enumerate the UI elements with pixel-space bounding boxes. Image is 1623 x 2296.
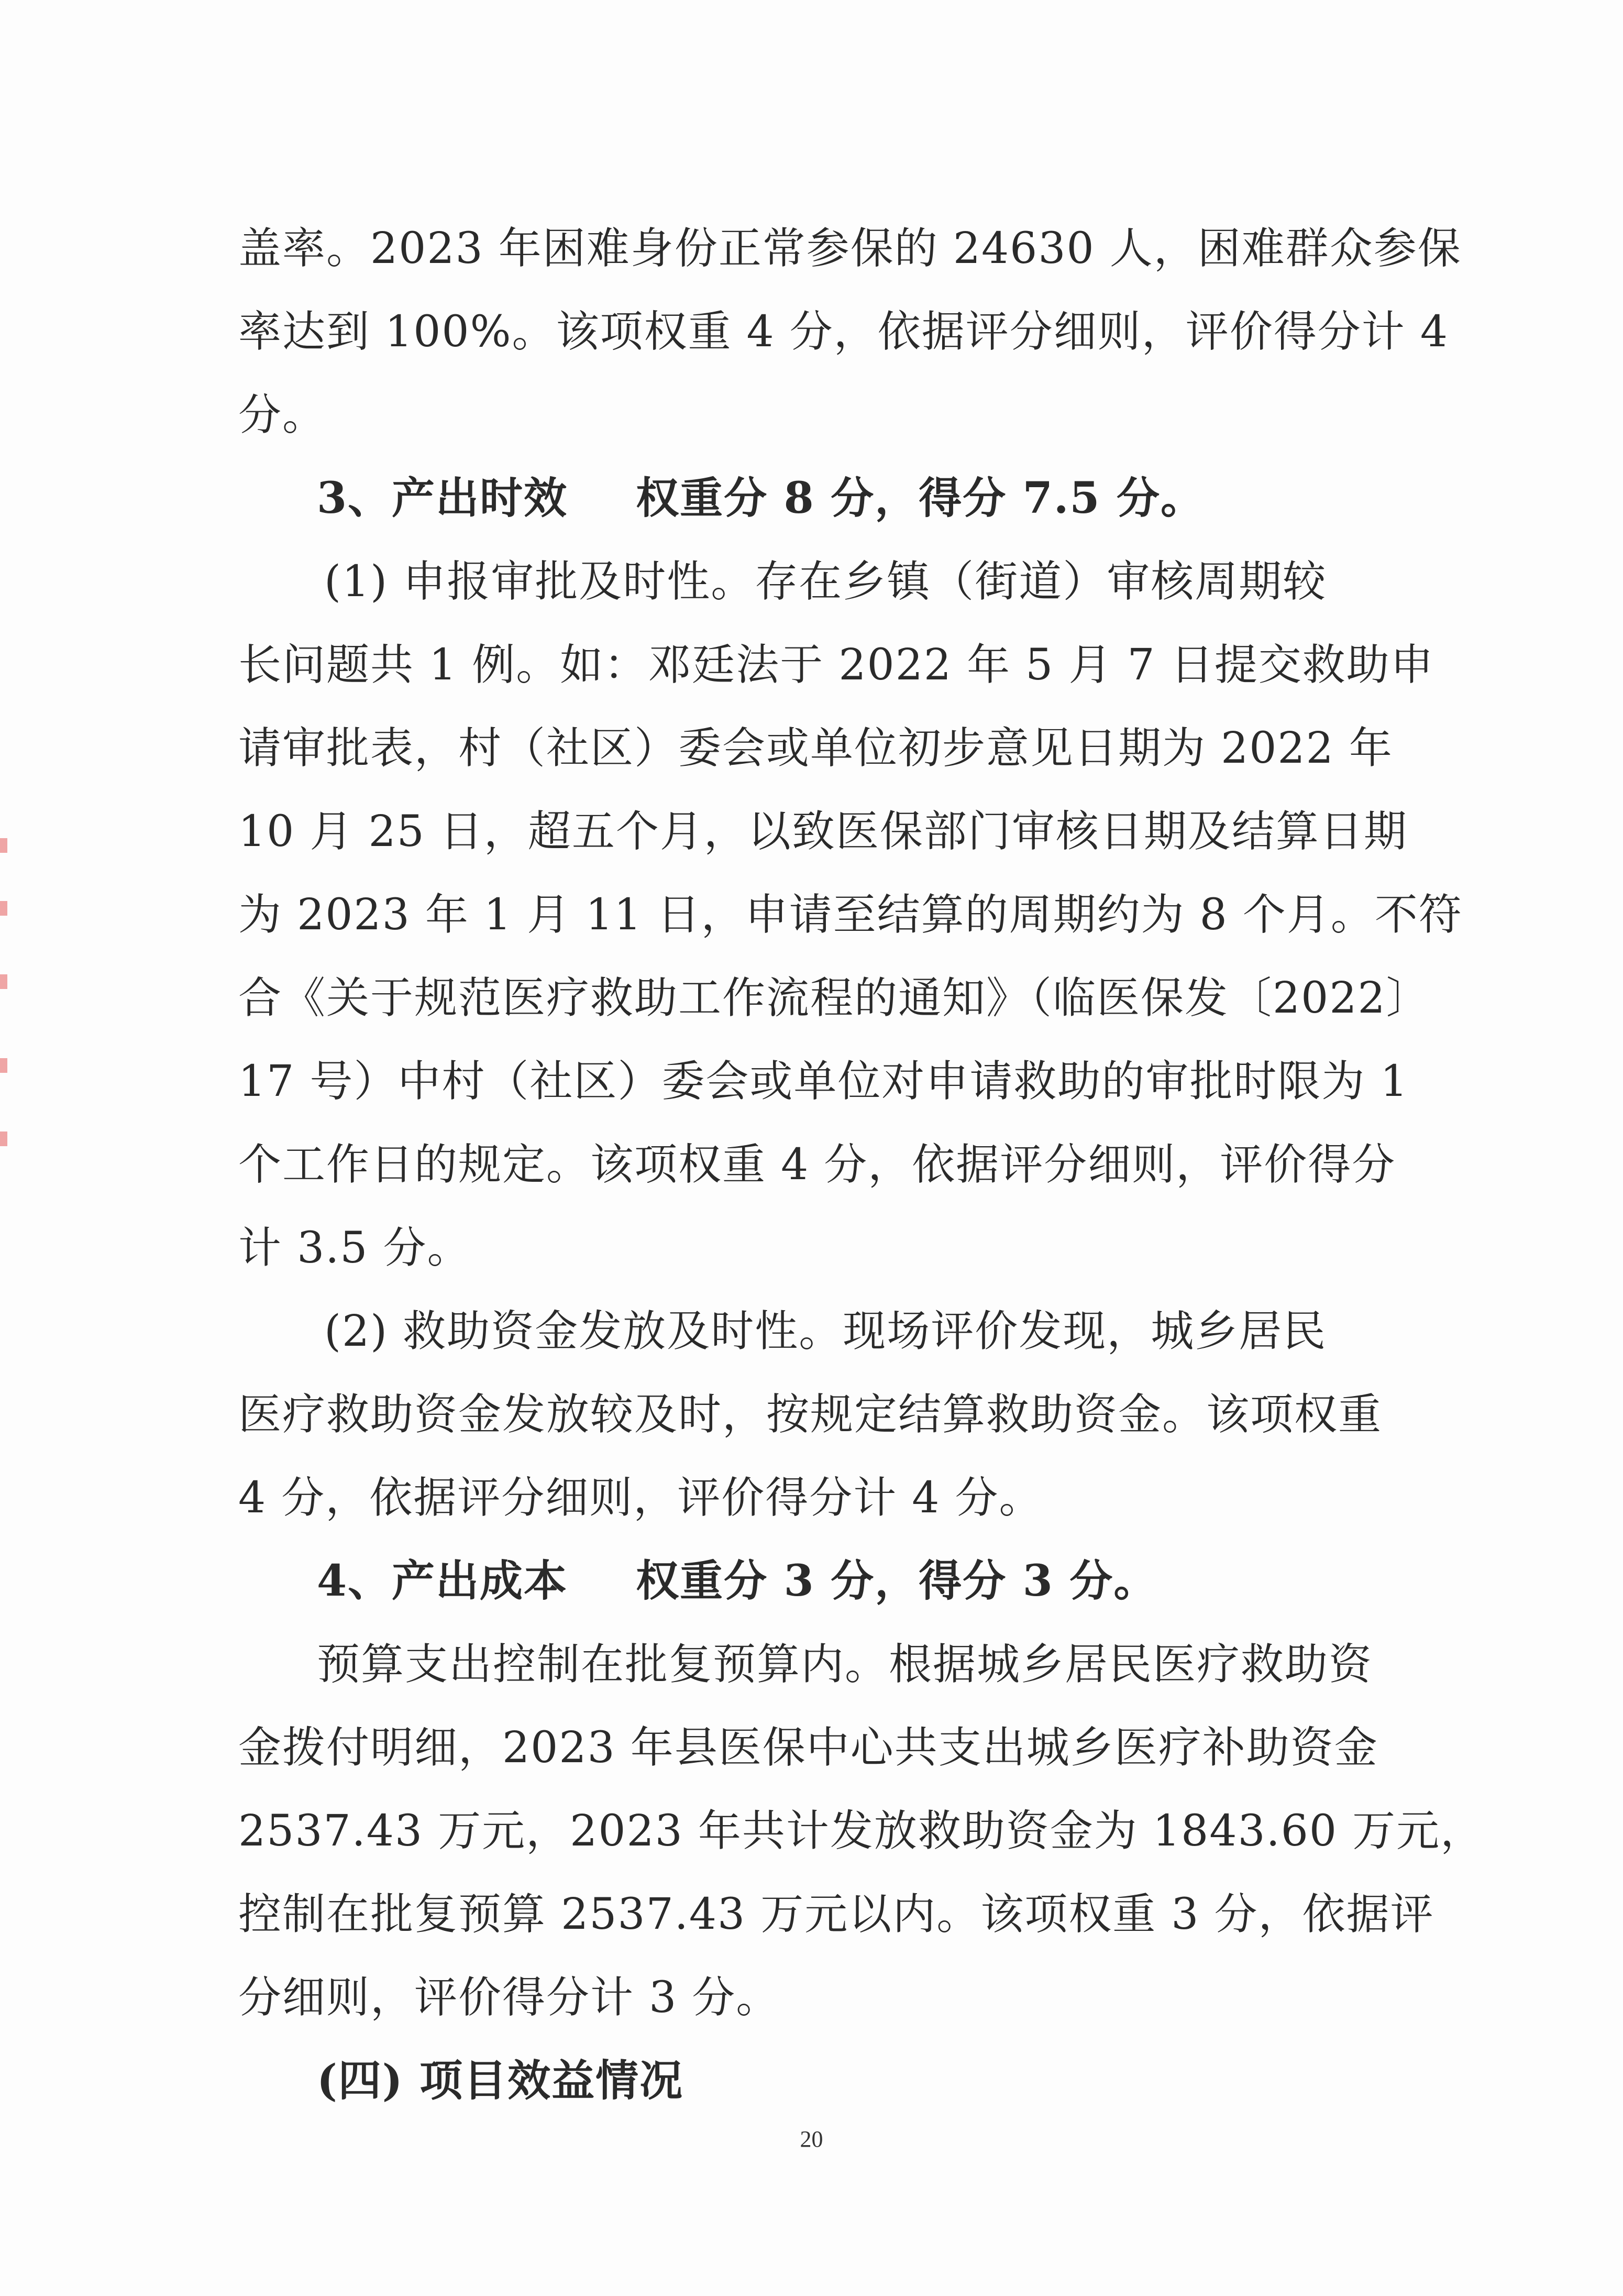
- paragraph-line: 长问题共 1 例。如：邓廷法于 2022 年 5 月 7 日提交救助申: [238, 640, 1434, 690]
- paragraph-line: 率达到 100%。该项权重 4 分，依据评分细则，评价得分计 4: [238, 307, 1449, 357]
- paragraph-line: 金拨付明细，2023 年县医保中心共支出城乡医疗补助资金: [238, 1723, 1378, 1773]
- section-heading-4: [238, 1540, 1370, 1623]
- heading-4-title: 4、产出成本: [317, 1556, 568, 1606]
- paragraph-line: (1) 申报审批及时性。存在乡镇（街道）审核周期较: [324, 557, 1327, 607]
- paragraph-line: 盖率。2023 年困难身份正常参保的 24630 人，困难群众参保: [238, 224, 1462, 273]
- binding-marks: [0, 838, 9, 1152]
- heading-3-score: 权重分 8 分，得分 7.5 分。: [636, 473, 1205, 523]
- paragraph-line: 为 2023 年 1 月 11 日，申请至结算的周期约为 8 个月。不符: [238, 890, 1463, 940]
- page-number: 20: [800, 2126, 823, 2152]
- paragraph-line: 预算支出控制在批复预算内。根据城乡居民医疗救助资: [317, 1640, 1373, 1689]
- paragraph-line: 个工作日的规定。该项权重 4 分，依据评分细则，评价得分: [238, 1140, 1396, 1190]
- heading-4-score: 权重分 3 分，得分 3 分。: [636, 1556, 1158, 1606]
- paragraph-line: 控制在批复预算 2537.43 万元以内。该项权重 3 分，依据评: [238, 1889, 1434, 1939]
- paragraph-line: 分细则，评价得分计 3 分。: [238, 1973, 780, 2023]
- section-heading-benefits: (四) 项目效益情况: [317, 2056, 684, 2106]
- paragraph-line: 合《关于规范医疗救助工作流程的通知》（临医保发〔2022〕: [238, 973, 1430, 1023]
- paragraph-line: 2537.43 万元，2023 年共计发放救助资金为 1843.60 万元，: [238, 1806, 1485, 1856]
- paragraph-line: 计 3.5 分。: [238, 1223, 471, 1273]
- heading-3-title: 3、产出时效: [317, 473, 568, 523]
- paragraph-line: 医疗救助资金发放较及时，按规定结算救助资金。该项权重: [238, 1390, 1383, 1440]
- paragraph-line: 4 分，依据评分细则，评价得分计 4 分。: [238, 1473, 1043, 1523]
- body-text: [238, 207, 1485, 2123]
- paragraph-line: 10 月 25 日，超五个月，以致医保部门审核日期及结算日期: [238, 807, 1408, 856]
- paragraph-line: 17 号）中村（社区）委会或单位对申请救助的审批时限为 1: [238, 1057, 1409, 1106]
- paragraph-line: (2) 救助资金发放及时性。现场评价发现，城乡居民: [324, 1306, 1327, 1356]
- paragraph-line: 请审批表，村（社区）委会或单位初步意见日期为 2022 年: [238, 723, 1393, 773]
- section-heading-3: [238, 457, 1370, 540]
- paragraph-line: 分。: [238, 390, 327, 440]
